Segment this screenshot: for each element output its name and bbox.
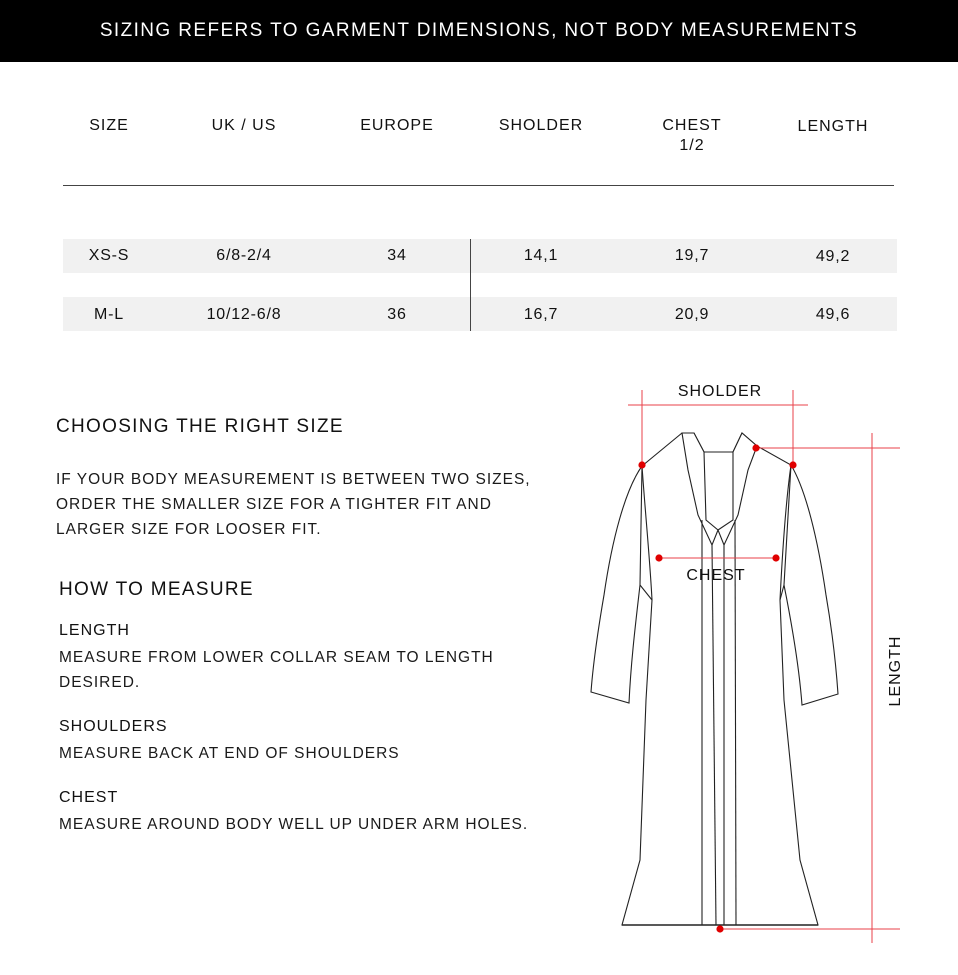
measure-dot — [789, 461, 796, 468]
chest-title: CHEST — [59, 789, 119, 806]
length-title: LENGTH — [59, 622, 130, 639]
measure-dot — [655, 554, 662, 561]
header-chest-sublabel: 1/2 — [679, 137, 705, 154]
choosing-line: ORDER THE SMALLER SIZE FOR A TIGHTER FIT AND — [56, 496, 492, 513]
choosing-line: LARGER SIZE FOR LOOSER FIT. — [56, 521, 322, 538]
length-line: MEASURE FROM LOWER COLLAR SEAM TO LENGTH — [59, 649, 494, 666]
table-cell: 6/8-2/4 — [216, 247, 272, 264]
header-uk-us-label: UK / US — [211, 117, 277, 134]
table-cell: 19,7 — [674, 247, 710, 264]
robe-left-sleeve — [591, 466, 642, 703]
how-to-title: HOW TO MEASURE — [59, 579, 254, 600]
table-cell: 49,6 — [815, 306, 851, 323]
table-cell: 49,2 — [815, 248, 851, 265]
table-cell: M-L — [94, 306, 124, 323]
table-cell: 14,1 — [523, 247, 559, 264]
table-cell: XS-S — [88, 247, 130, 264]
length-line: DESIRED. — [59, 674, 141, 691]
shoulders-title: SHOULDERS — [59, 718, 168, 735]
choosing-title: CHOOSING THE RIGHT SIZE — [56, 416, 344, 437]
chest-line: MEASURE AROUND BODY WELL UP UNDER ARM HOLES. — [59, 816, 529, 833]
sholder-label: SHOLDER — [677, 383, 763, 400]
header-europe-label: EUROPE — [360, 117, 434, 134]
table-cell: 20,9 — [674, 306, 710, 323]
header-length-label: LENGTH — [797, 118, 869, 135]
banner-text: SIZING REFERS TO GARMENT DIMENSIONS, NOT BODY MEASUREMENTS — [99, 20, 859, 41]
table-cell: 16,7 — [523, 306, 559, 323]
header-size-label: SIZE — [89, 117, 129, 134]
robe-drawing — [591, 433, 838, 925]
chest-label: CHEST — [686, 567, 746, 584]
robe-right-sleeve — [784, 465, 838, 705]
robe-seam — [640, 585, 652, 600]
table-cell: 10/12-6/8 — [206, 306, 282, 323]
choosing-line: IF YOUR BODY MEASUREMENT IS BETWEEN TWO SIZES, — [56, 471, 531, 488]
shoulders-line: MEASURE BACK AT END OF SHOULDERS — [59, 745, 400, 762]
header-chest-label: CHEST — [662, 117, 722, 134]
table-cell: 36 — [387, 306, 407, 323]
header-sholder-label: SHOLDER — [498, 117, 584, 134]
measure-dot — [638, 461, 645, 468]
measure-dot — [716, 925, 723, 932]
measure-dot — [752, 444, 759, 451]
table-cell: 34 — [387, 247, 407, 264]
measure-dot — [772, 554, 779, 561]
length-label: LENGTH — [887, 635, 904, 707]
